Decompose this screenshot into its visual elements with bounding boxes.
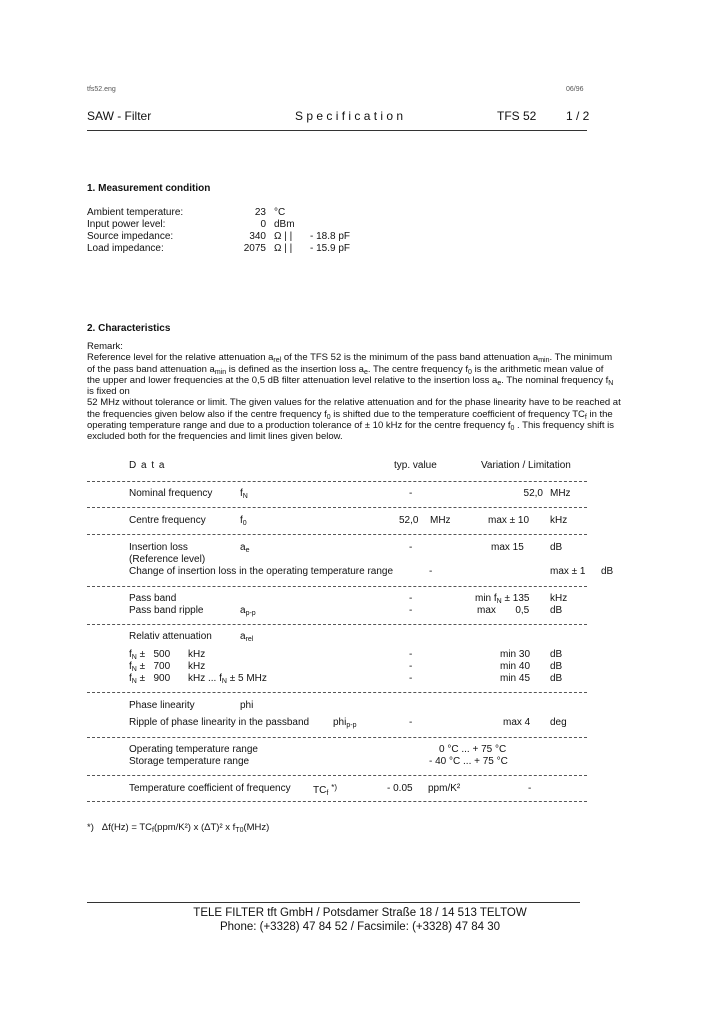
row-unit: MHz [550, 488, 571, 499]
remark-line: is fixed on [87, 386, 130, 398]
table-header-typ: typ. value [394, 460, 437, 471]
row-unit: dB [550, 649, 563, 660]
row-unit: dB [550, 673, 563, 684]
table-divider [87, 692, 587, 693]
row-limit: max ± 10 [488, 515, 530, 526]
table-divider [87, 481, 587, 482]
row-symbol: phi [240, 700, 254, 711]
company-contact: Phone: (+3328) 47 84 52 / Facsimile: (+3328) 47 84 30 [219, 921, 500, 933]
cond-value: 2075 [243, 243, 266, 254]
footer-rule [87, 902, 580, 903]
row-label: Nominal frequency [129, 488, 213, 499]
table-divider [87, 624, 587, 625]
row-typ: - [409, 661, 413, 672]
row-typ: - [409, 593, 413, 604]
header-rule [87, 130, 587, 131]
doc-type: S p e c i f i c a t i o n [295, 109, 404, 123]
table-divider [87, 737, 587, 738]
row-label: Centre frequency [129, 515, 206, 526]
att-unit: kHz [188, 649, 206, 660]
table-divider [87, 534, 587, 535]
row-limit: $\min f_N \pm 135$ [475, 593, 530, 605]
cond-value: 340 [249, 231, 266, 242]
row-limit: min 45 [500, 673, 531, 684]
remark-line: 52 MHz without tolerance or limit. The given values for the relative attenuation and for the phase linearity have to be reached at [87, 397, 621, 409]
row-label: Temperature coefficient of frequency [129, 783, 291, 794]
row-typ: - [429, 566, 433, 577]
row-symbol: $a_e$ [240, 542, 250, 554]
row-unit: deg [550, 717, 567, 728]
row-unit: dB [550, 661, 563, 672]
table-divider [87, 801, 587, 802]
row-typ: - [409, 605, 413, 616]
row-label: Insertion loss [129, 542, 188, 553]
cond-extra: - 15.9 pF [310, 243, 351, 254]
remark-label: Remark: [87, 341, 123, 352]
row-typ: 52,0 [399, 515, 419, 526]
remark-line: of the pass band attenuation $a_{min}$ is defined as the insertion loss $a_e$. The centre frequency $f_0$ is the arithmetic mean value of [87, 363, 604, 376]
row-symbol: $f_N$ [240, 488, 248, 500]
row-value: 52,0 [523, 488, 543, 499]
cond-unit: Ω | | [274, 231, 293, 242]
model-number: TFS 52 [497, 109, 537, 123]
remark-line: the frequencies given below also if the centre frequency $f_0$ is shifted due to the temperature coefficient of frequency $TC_f$ in the [87, 408, 613, 421]
cond-label: Source impedance: [87, 231, 174, 242]
row-label: Relativ attenuation [129, 631, 212, 642]
row-label: Phase linearity [129, 700, 195, 711]
cond-extra: - 18.8 pF [310, 231, 351, 242]
product-type: SAW - Filter [87, 109, 152, 123]
att-unit: kHz [188, 661, 206, 672]
row-limit: min 40 [500, 661, 531, 672]
row-symbol: $TC_f^{*)}$ [313, 783, 338, 797]
row-limit: - [528, 783, 532, 794]
doc-code: tfs52.eng [87, 86, 116, 93]
row-typ: - [409, 542, 413, 553]
row-unit: dB [550, 605, 563, 616]
remark-line: the upper and lower frequencies at the 0,5 dB filter attenuation level relative to the insertion loss $a_e$. The nominal frequency $f_N$ [87, 374, 614, 387]
section2-title: 2. Characteristics [87, 323, 171, 334]
row-value: 0 °C ... + 75 °C [439, 744, 507, 755]
row-typ-unit: ppm/K² [428, 783, 461, 794]
row-limit: min 30 [500, 649, 531, 660]
row-label: Storage temperature range [129, 756, 250, 767]
row-limit: max 15 [491, 542, 524, 553]
att-freq: $f_N \pm 500$ [129, 649, 171, 661]
row-symbol: $a_{p-p}$ [240, 605, 256, 617]
row-unit: kHz [550, 593, 568, 604]
att-freq: $f_N \pm 700$ [129, 661, 171, 673]
att-unit: kHz ... $f_N \pm 5$ MHz [188, 673, 267, 685]
row-unit: dB [601, 566, 614, 577]
remark-paragraph [87, 341, 633, 443]
row-typ: - [409, 488, 413, 499]
row-label: Change of insertion loss in the operating temperature range [129, 566, 394, 577]
row-symbol: $f_0$ [240, 515, 247, 527]
att-freq: $f_N \pm 900$ [129, 673, 171, 685]
table-header-data: D a t a [129, 460, 166, 471]
row-typ: - [409, 717, 413, 728]
cond-value: 23 [254, 207, 266, 218]
cond-unit: °C [274, 207, 286, 218]
row-label: Ripple of phase linearity in the passband [129, 717, 310, 728]
table-divider [87, 775, 587, 776]
table-divider [87, 507, 587, 508]
page-number: 1 / 2 [566, 109, 590, 123]
row-label: Pass band [129, 593, 177, 604]
row-symbol: $a_{rel}$ [240, 631, 254, 643]
remark-line: excluded both for the frequencies and limit lines given below. [87, 431, 343, 443]
cond-value: 0 [260, 219, 266, 230]
row-typ: - [409, 673, 413, 684]
company-address: TELE FILTER tft GmbH / Potsdamer Straße 18 / 14 513 TELTOW [193, 907, 527, 919]
row-unit: kHz [550, 515, 568, 526]
remark-line: operating temperature range and due to a production tolerance of ± 10 kHz for the centre frequency $f_0$ . This frequency shift is [87, 420, 615, 433]
cond-label: Load impedance: [87, 243, 164, 254]
cond-label: Input power level: [87, 219, 166, 230]
row-symbol: phi$_{p-p}$ [333, 717, 357, 729]
row-limit: max 0,5 [477, 605, 530, 616]
row-label: Pass band ripple [129, 605, 204, 616]
row-typ-unit: MHz [430, 515, 451, 526]
row-typ: - [409, 649, 413, 660]
row-unit: dB [550, 542, 563, 553]
row-label: Operating temperature range [129, 744, 258, 755]
row-label-sub: (Reference level) [129, 554, 206, 565]
remark-line: Reference level for the relative attenuation $a_{rel}$ of the TFS 52 is the minimum of the pass band attenuation $a_{min}$. The minimum [87, 352, 613, 365]
section1-title: 1. Measurement condition [87, 183, 211, 194]
cond-label: Ambient temperature: [87, 207, 184, 218]
row-typ: - 0.05 [387, 783, 413, 794]
cond-unit: dBm [274, 219, 295, 230]
cond-unit: Ω | | [274, 243, 293, 254]
row-limit: max ± 1 [550, 566, 586, 577]
doc-date: 06/96 [566, 86, 584, 93]
row-value: - 40 °C ... + 75 °C [429, 756, 508, 767]
table-divider [87, 586, 587, 587]
footnote: *) $\Delta f(Hz) = TC_f(ppm/K^2)$ x (ΔT)² x $f_{T0}(MHz)$ [87, 822, 270, 834]
table-header-variation: Variation / Limitation [481, 460, 571, 471]
row-limit: max 4 [503, 717, 531, 728]
